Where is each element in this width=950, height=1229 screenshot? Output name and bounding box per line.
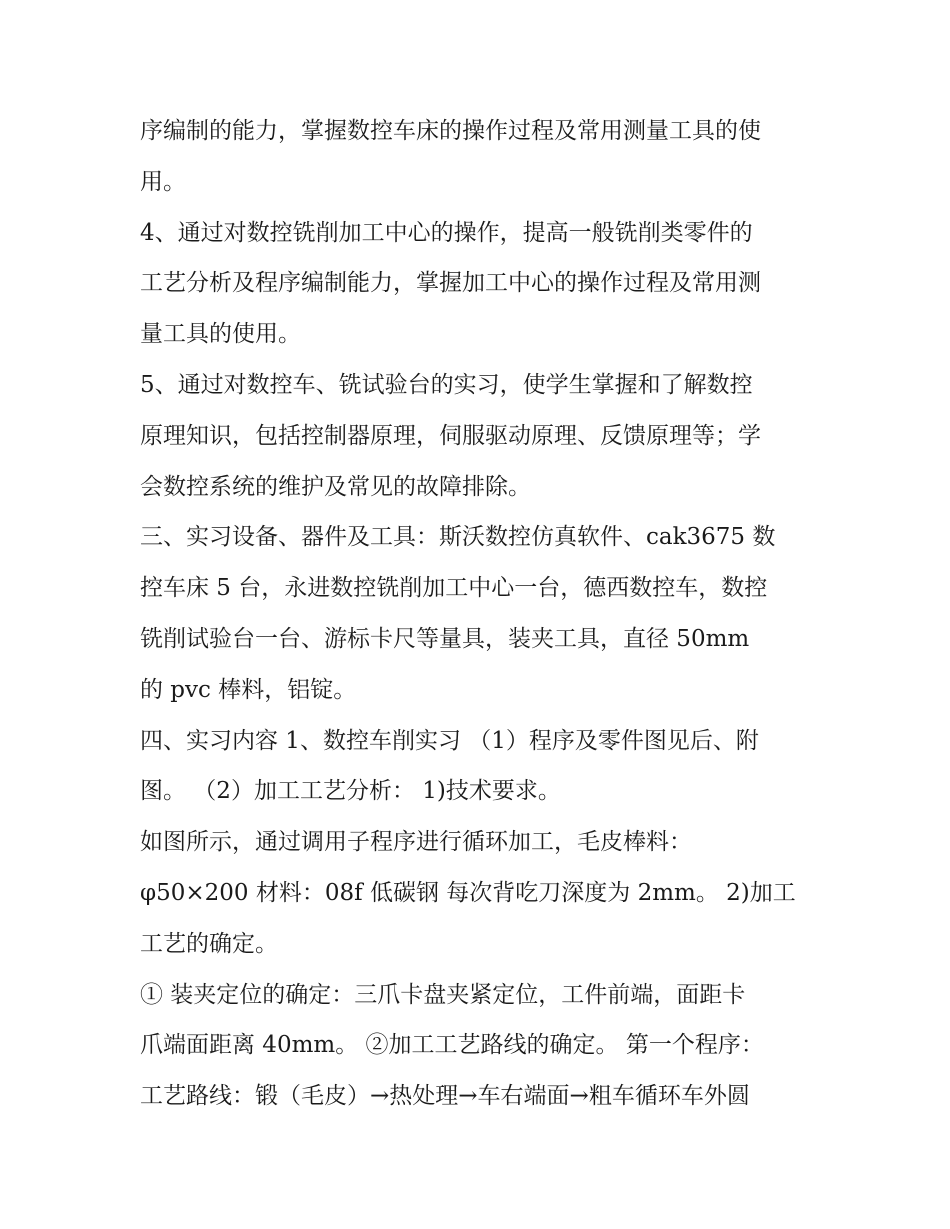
text-line-14: 图。 （2）加工工艺分析： 1)技术要求。	[140, 778, 561, 805]
text-line-13: 四、实习内容 1、数控车削实习 （1）程序及零件图见后、附	[140, 727, 759, 754]
text-line-10: 控车床 5 台，永进数控铣削加工中心一台，德西数控车，数控	[140, 575, 768, 602]
text-line-12: 的 pvc 棒料，铝锭。	[140, 676, 357, 703]
text-line-7: 原理知识，包括控制器原理，伺服驱动原理、反馈原理等；学	[140, 422, 761, 449]
text-line-16: φ50×200 材料：08f 低碳钢 每次背吃刀深度为 2mm。 2)加工	[140, 879, 796, 906]
text-line-19: 爪端面距离 40mm。 ②加工工艺路线的确定。 第一个程序：	[140, 1032, 764, 1059]
text-line-4: 工艺分析及程序编制能力，掌握加工中心的操作过程及常用测	[140, 270, 761, 297]
text-line-8: 会数控系统的维护及常见的故障排除。	[140, 473, 531, 500]
text-line-2: 用。	[140, 168, 186, 195]
text-line-18: ① 装夹定位的确定：三爪卡盘夹紧定位，工件前端，面距卡	[140, 981, 746, 1008]
text-line-3: 4、通过对数控铣削加工中心的操作，提高一般铣削类零件的	[140, 219, 753, 246]
text-line-20: 工艺路线：锻（毛皮）→热处理→车右端面→粗车循环车外圆	[140, 1083, 750, 1110]
text-line-17: 工艺的确定。	[140, 930, 278, 957]
text-line-6: 5、通过对数控车、铣试验台的实习，使学生掌握和了解数控	[140, 371, 753, 398]
text-line-5: 量工具的使用。	[140, 321, 301, 348]
text-line-9: 三、实习设备、器件及工具：斯沃数控仿真软件、cak3675 数	[140, 524, 776, 551]
text-line-15: 如图所示，通过调用子程序进行循环加工，毛皮棒料：	[140, 829, 692, 856]
text-line-11: 铣削试验台一台、游标卡尺等量具，装夹工具，直径 50mm	[140, 625, 750, 652]
text-line-1: 序编制的能力，掌握数控车床的操作过程及常用测量工具的使	[140, 118, 761, 144]
document-body	[140, 106, 820, 1122]
